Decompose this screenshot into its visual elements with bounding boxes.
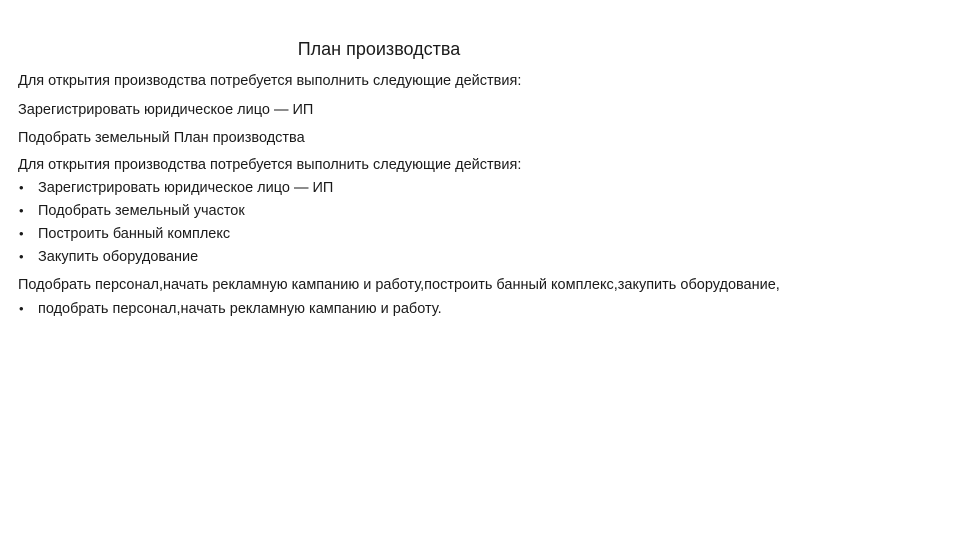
list-item-text: Построить банный комплекс <box>38 226 231 242</box>
bullet-icon: • <box>19 249 24 264</box>
paragraph-register: Зарегистрировать юридическое лицо — ИП <box>18 102 314 118</box>
bullet-icon: • <box>19 180 24 195</box>
paragraph-land: Подобрать земельный План производства <box>18 130 305 146</box>
list-item <box>18 248 333 271</box>
slide-title: План производства <box>297 39 461 59</box>
list-item-text: Зарегистрировать юридическое лицо — ИП <box>38 180 334 196</box>
paragraph-intro: Для открытия производства потребуется выполнить следующие действия: <box>18 73 522 89</box>
bullet-icon: • <box>19 301 24 316</box>
list-item <box>18 225 333 248</box>
bullet-icon: • <box>19 226 24 241</box>
list-item-text: Подобрать земельный участок <box>38 203 245 219</box>
steps-list <box>18 179 333 271</box>
list-item <box>18 179 333 202</box>
paragraph-intro-repeat: Для открытия производства потребуется выполнить следующие действия: <box>18 157 522 173</box>
final-list <box>18 300 442 323</box>
bullet-icon: • <box>19 203 24 218</box>
list-item-text: подобрать персонал,начать рекламную кампанию и работу. <box>38 301 442 317</box>
list-item-text: Закупить оборудование <box>38 249 199 265</box>
list-item <box>18 202 333 225</box>
paragraph-staff: Подобрать персонал,начать рекламную кампанию и работу,построить банный комплекс,закупить оборудование, <box>18 277 780 293</box>
list-item <box>18 300 442 323</box>
